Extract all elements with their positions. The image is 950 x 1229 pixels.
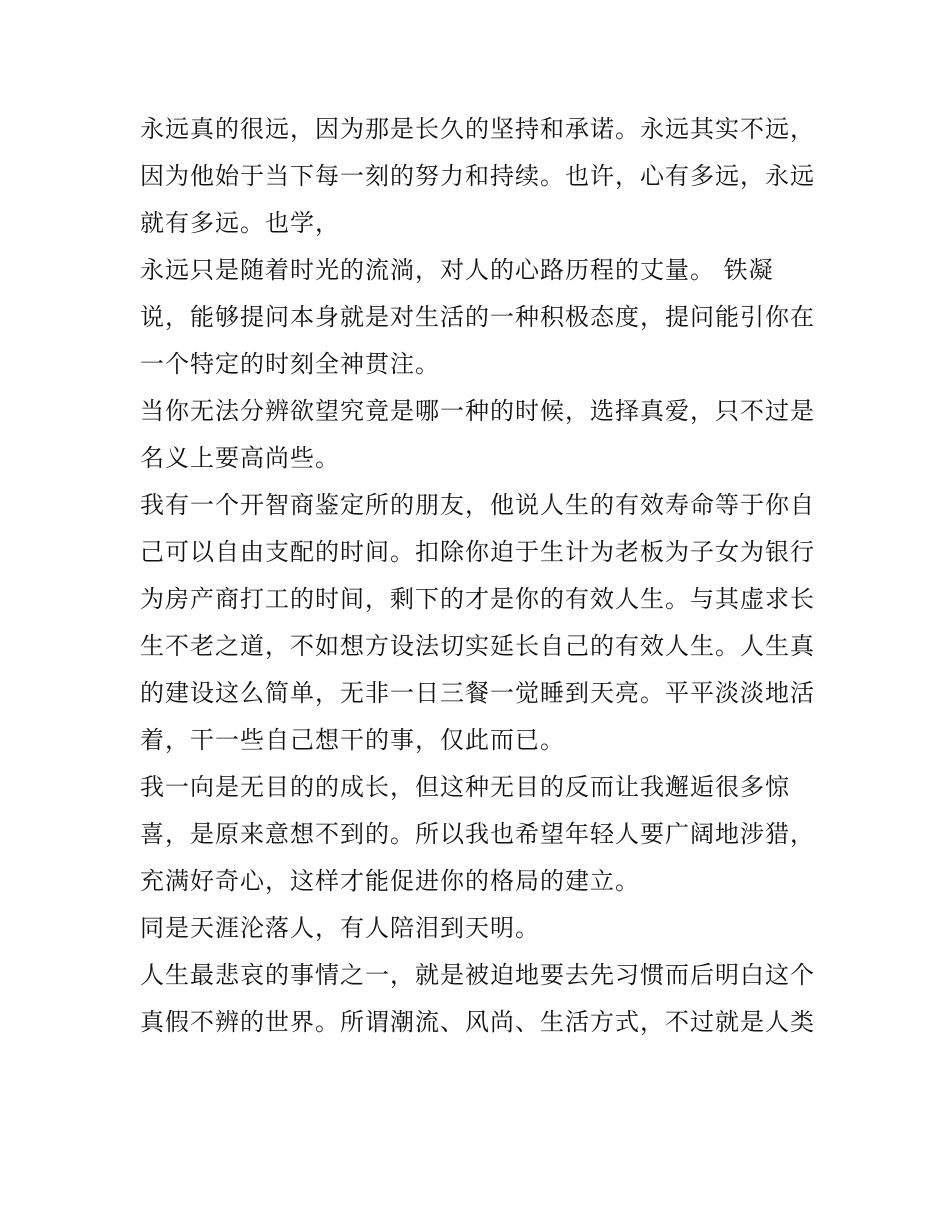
text-line: 当你无法分辨欲望究竟是哪一种的时候，选择真爱，只不过是 [140, 397, 815, 425]
text-line: 就有多远。也学， [140, 209, 340, 237]
text-line: 人生最悲哀的事情之一，就是被迫地要去先习惯而后明白这个 [140, 961, 815, 989]
text-line: 己可以自由支配的时间。扣除你迫于生计为老板为子女为银行 [140, 538, 815, 566]
text-line: 同是天涯沦落人，有人陪泪到天明。 [140, 914, 540, 942]
text-line: 名义上要高尚些。 [140, 444, 340, 472]
text-line: 生不老之道，不如想方设法切实延长自己的有效人生。人生真 [140, 632, 815, 660]
text-line: 因为他始于当下每一刻的努力和持续。也许，心有多远，永远 [140, 162, 815, 190]
text-line: 着，干一些自己想干的事，仅此而已。 [140, 726, 565, 754]
document-body [140, 106, 840, 1046]
text-line: 的建设这么简单，无非一日三餐一觉睡到天亮。平平淡淡地活 [140, 679, 815, 707]
text-line: 我有一个开智商鉴定所的朋友，他说人生的有效寿命等于你自 [140, 491, 815, 519]
text-line: 说，能够提问本身就是对生活的一种积极态度，提问能引你在 [140, 303, 815, 331]
text-line: 一个特定的时刻全神贯注。 [140, 350, 440, 378]
text-line: 永远只是随着时光的流淌，对人的心路历程的丈量。 铁凝 [140, 256, 774, 284]
text-line: 为房产商打工的时间，剩下的才是你的有效人生。与其虚求长 [140, 585, 815, 613]
text-line: 喜，是原来意想不到的。所以我也希望年轻人要广阔地涉猎， [140, 820, 815, 848]
text-line: 永远真的很远，因为那是长久的坚持和承诺。永远其实不远， [140, 115, 815, 143]
text-line: 我一向是无目的的成长，但这种无目的反而让我邂逅很多惊 [140, 773, 790, 801]
text-line: 真假不辨的世界。所谓潮流、风尚、生活方式，不过就是人类 [140, 1008, 815, 1036]
text-line: 充满好奇心，这样才能促进你的格局的建立。 [140, 867, 640, 895]
